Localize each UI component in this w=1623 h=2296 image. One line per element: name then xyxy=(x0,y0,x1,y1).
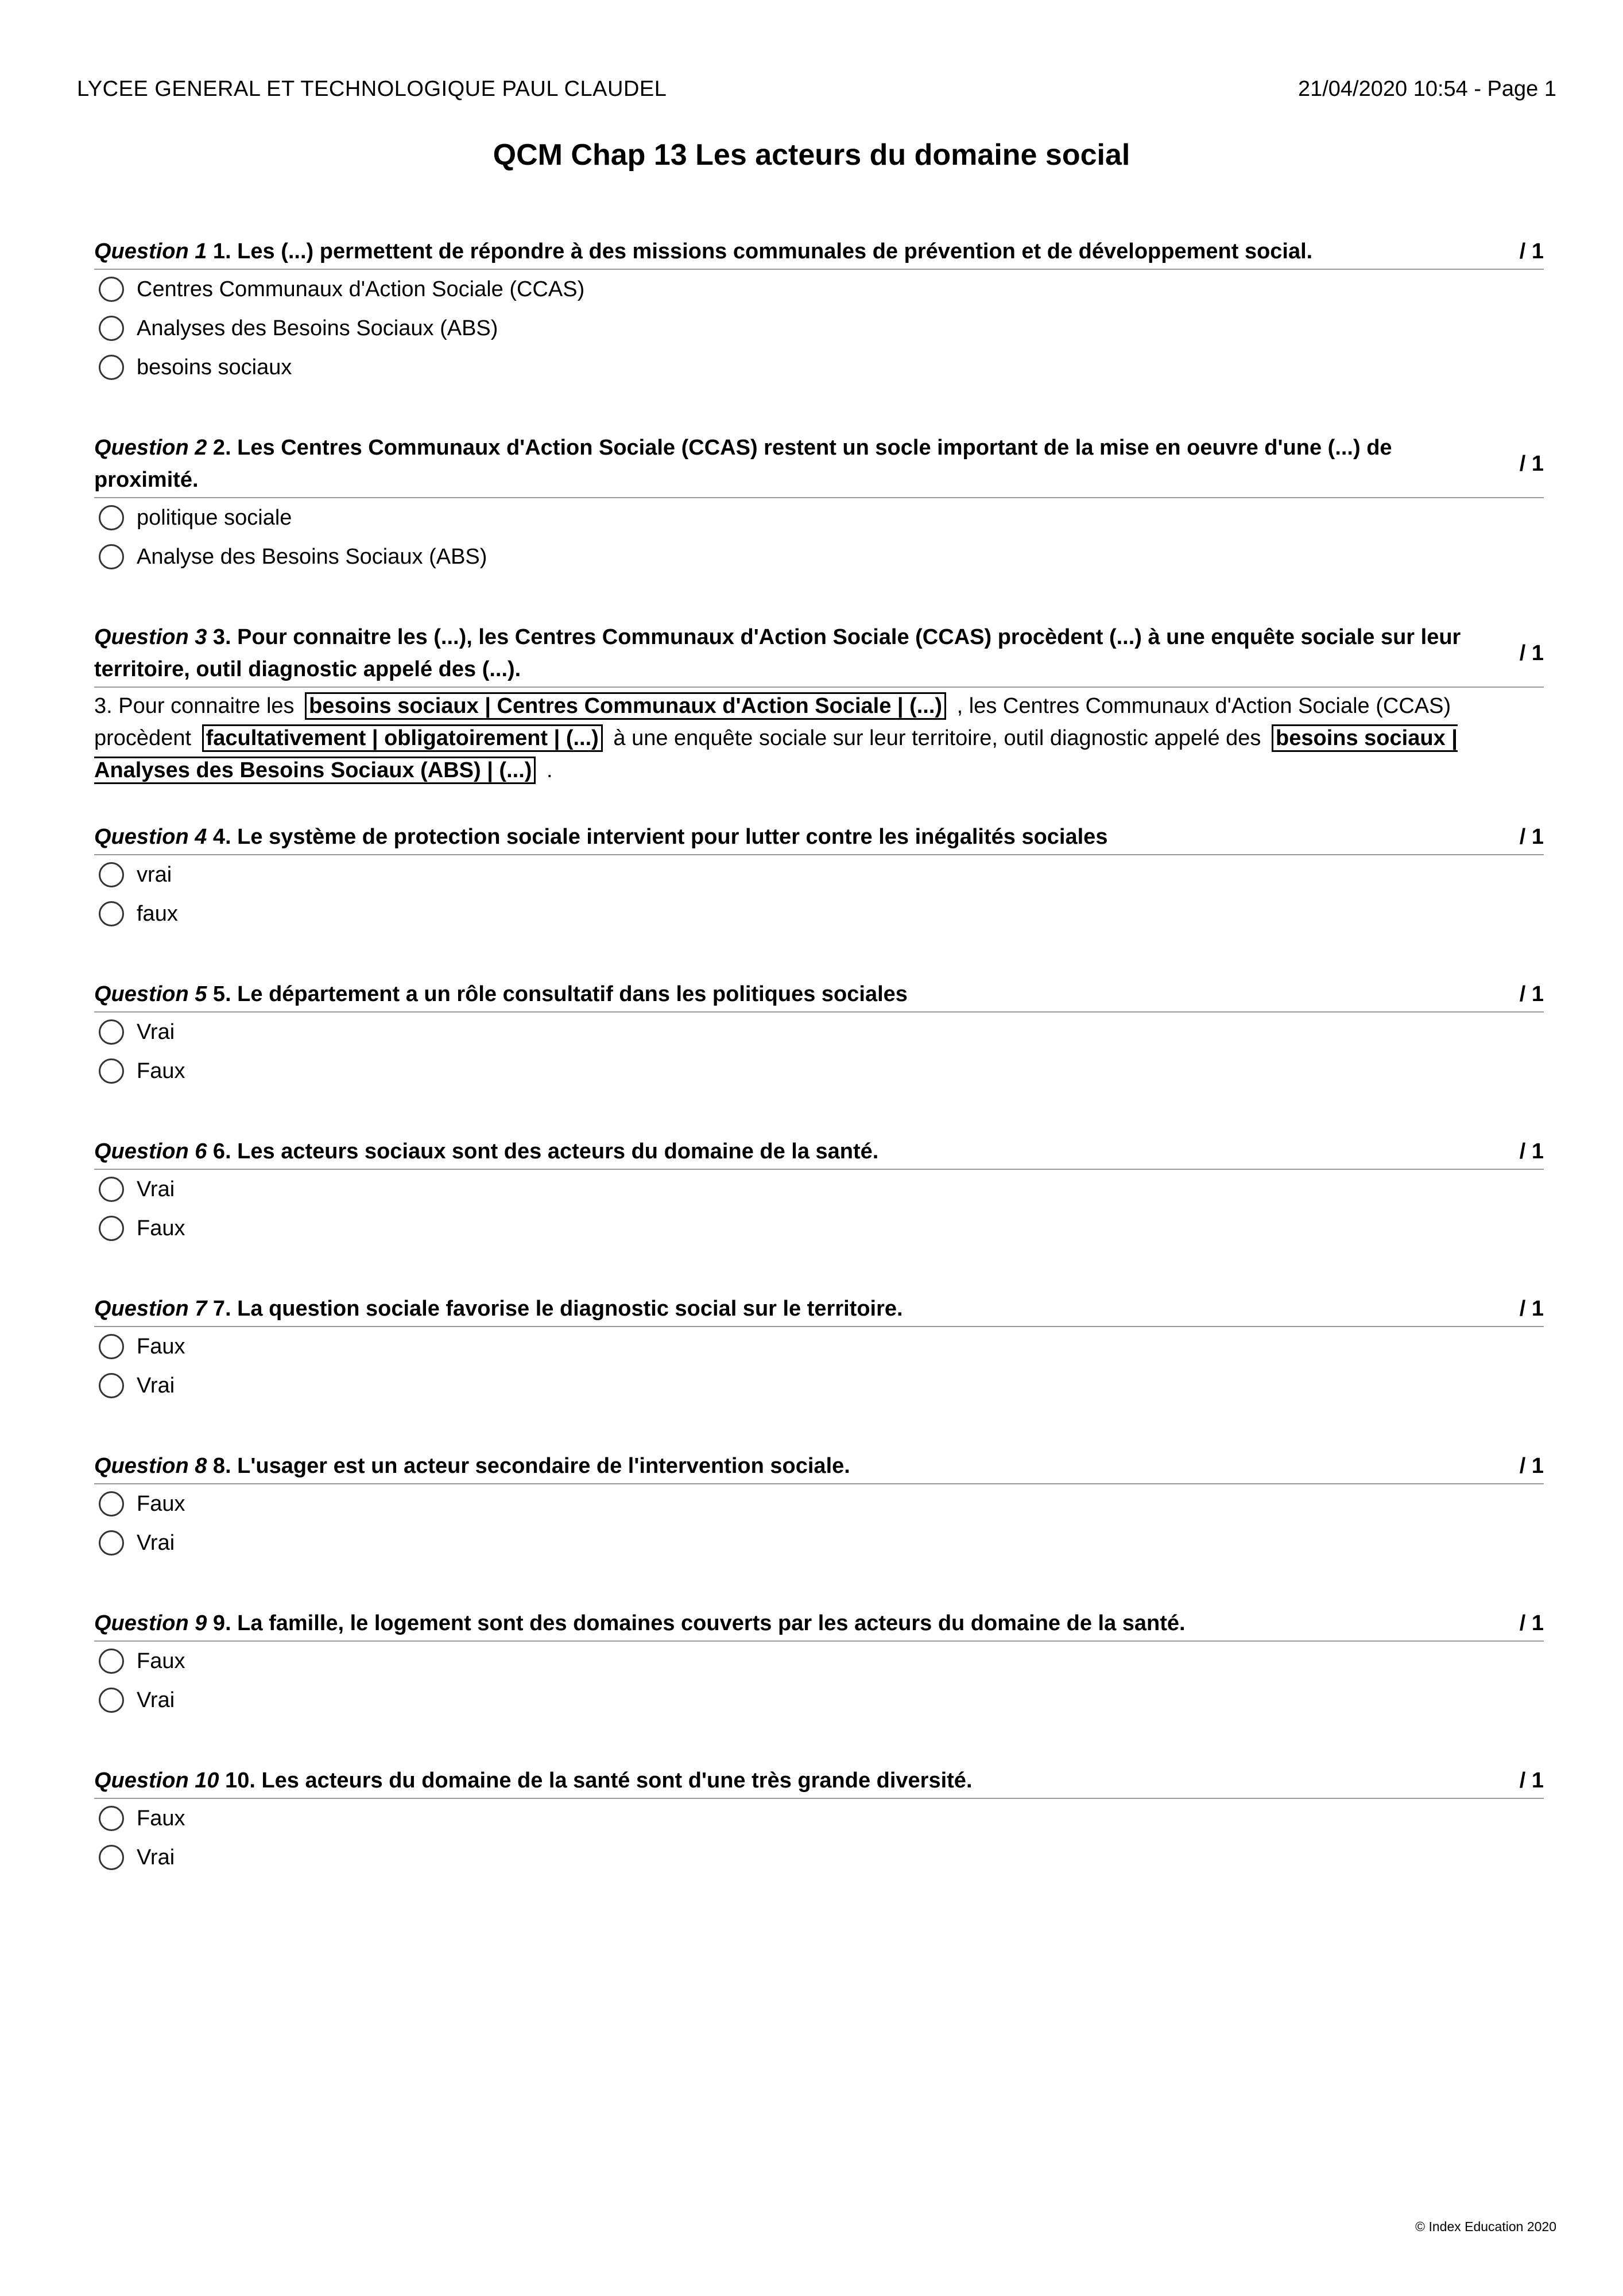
question-statement: 10. Les acteurs du domaine de la santé sont d'une très grande diversité. xyxy=(219,1768,973,1793)
question-number: Question 6 xyxy=(94,1139,207,1163)
radio-button[interactable] xyxy=(99,1806,124,1831)
school-name: LYCEE GENERAL ET TECHNOLOGIQUE PAUL CLAUDEL xyxy=(77,77,667,101)
radio-button[interactable] xyxy=(99,1845,124,1870)
option-label: vrai xyxy=(137,862,172,887)
question-4 xyxy=(94,821,1544,933)
option-label: Analyse des Besoins Sociaux (ABS) xyxy=(137,544,487,569)
question-7 xyxy=(94,1293,1544,1405)
option-label: Vrai xyxy=(137,1373,175,1398)
option-label: Centres Communaux d'Action Sociale (CCAS) xyxy=(137,277,585,301)
question-score: / 1 xyxy=(1519,1453,1544,1478)
answer-option[interactable] xyxy=(99,537,1544,576)
radio-button[interactable] xyxy=(99,505,124,530)
question-number: Question 5 xyxy=(94,982,207,1006)
option-label: Vrai xyxy=(137,1845,175,1870)
question-score: / 1 xyxy=(1519,1139,1544,1163)
option-label: Faux xyxy=(137,1649,185,1673)
question-6 xyxy=(94,1135,1544,1248)
answer-option[interactable] xyxy=(99,1013,1544,1052)
question-header xyxy=(94,1607,1544,1642)
cloze-answer xyxy=(94,688,1544,786)
answer-option[interactable] xyxy=(99,270,1544,309)
answer-option[interactable] xyxy=(99,1799,1544,1838)
question-score: / 1 xyxy=(1519,641,1544,665)
answer-option[interactable] xyxy=(99,1838,1544,1877)
radio-button[interactable] xyxy=(99,355,124,380)
question-score: / 1 xyxy=(1519,1768,1544,1793)
question-8 xyxy=(94,1450,1544,1562)
cloze-blank-dropdown[interactable]: besoins sociaux | Analyses des Besoins Sociaux (ABS) | (...) xyxy=(94,724,1458,784)
answer-option[interactable] xyxy=(99,1681,1544,1720)
question-statement: 7. La question sociale favorise le diagnostic social sur le territoire. xyxy=(207,1297,903,1321)
option-label: Faux xyxy=(137,1216,185,1240)
radio-button[interactable] xyxy=(99,1688,124,1713)
question-statement: 6. Les acteurs sociaux sont des acteurs du domaine de la santé. xyxy=(207,1139,879,1163)
question-statement: 9. La famille, le logement sont des domaines couverts par les acteurs du domaine de la santé. xyxy=(207,1611,1186,1635)
question-10 xyxy=(94,1764,1544,1877)
question-text xyxy=(94,1450,1509,1482)
question-score: / 1 xyxy=(1519,451,1544,476)
question-number: Question 10 xyxy=(94,1768,219,1793)
question-text xyxy=(94,235,1509,267)
question-statement: 8. L'usager est un acteur secondaire de l'intervention sociale. xyxy=(207,1454,850,1478)
option-label: Faux xyxy=(137,1491,185,1516)
radio-button[interactable] xyxy=(99,901,124,926)
answer-option[interactable] xyxy=(99,498,1544,537)
question-2 xyxy=(94,432,1544,576)
answer-option[interactable] xyxy=(99,855,1544,894)
question-3 xyxy=(94,621,1544,786)
radio-button[interactable] xyxy=(99,1177,124,1202)
question-5 xyxy=(94,978,1544,1091)
answer-option[interactable] xyxy=(99,1170,1544,1209)
question-9 xyxy=(94,1607,1544,1720)
answer-option[interactable] xyxy=(99,348,1544,387)
cloze-blank-dropdown[interactable]: besoins sociaux | Centres Communaux d'Action Sociale | (...) xyxy=(305,692,946,720)
question-header xyxy=(94,235,1544,270)
radio-button[interactable] xyxy=(99,1491,124,1517)
question-number: Question 1 xyxy=(94,239,207,263)
radio-button[interactable] xyxy=(99,1530,124,1556)
cloze-text: 3. Pour connaitre les xyxy=(94,694,295,718)
option-label: Vrai xyxy=(137,1530,175,1555)
answer-option[interactable] xyxy=(99,1523,1544,1562)
question-statement: 3. Pour connaitre les (...), les Centres Communaux d'Action Sociale (CCAS) procèdent (...) à une enquête sociale sur leur territoire, outil diagnostic appelé des (...). xyxy=(94,625,1461,681)
cloze-text: à une enquête sociale sur leur territoire, outil diagnostic appelé des xyxy=(613,726,1261,750)
radio-button[interactable] xyxy=(99,277,124,302)
option-label: Faux xyxy=(137,1806,185,1830)
question-number: Question 8 xyxy=(94,1454,207,1478)
question-text xyxy=(94,978,1509,1010)
question-number: Question 4 xyxy=(94,825,207,849)
option-label: Vrai xyxy=(137,1688,175,1712)
radio-button[interactable] xyxy=(99,1649,124,1674)
option-label: politique sociale xyxy=(137,505,292,530)
question-text xyxy=(94,1764,1509,1797)
page-title: QCM Chap 13 Les acteurs du domaine social xyxy=(493,138,1130,172)
question-statement: 2. Les Centres Communaux d'Action Sociale (CCAS) restent un socle important de la mise en oeuvre d'une (...) de proximité. xyxy=(94,436,1392,492)
question-text xyxy=(94,1607,1509,1639)
question-header xyxy=(94,1135,1544,1170)
answer-option[interactable] xyxy=(99,1484,1544,1523)
question-text xyxy=(94,1293,1509,1325)
question-header xyxy=(94,1450,1544,1484)
option-label: Faux xyxy=(137,1058,185,1083)
answer-option[interactable] xyxy=(99,1052,1544,1091)
question-score: / 1 xyxy=(1519,239,1544,263)
question-list xyxy=(94,235,1544,1922)
option-label: Vrai xyxy=(137,1177,175,1201)
answer-option[interactable] xyxy=(99,309,1544,348)
question-number: Question 7 xyxy=(94,1297,207,1321)
radio-button[interactable] xyxy=(99,862,124,887)
question-text xyxy=(94,821,1509,853)
question-header xyxy=(94,1764,1544,1799)
question-statement: 4. Le système de protection sociale intervient pour lutter contre les inégalités sociales xyxy=(207,825,1108,849)
date-page-number: 21/04/2020 10:54 - Page 1 xyxy=(1297,77,1556,101)
question-header xyxy=(94,621,1544,688)
option-label: Vrai xyxy=(137,1019,175,1044)
cloze-text: . xyxy=(546,758,553,782)
copyright-footer: © Index Education 2020 xyxy=(1415,2219,1556,2234)
question-header xyxy=(94,978,1544,1013)
question-text xyxy=(94,432,1509,496)
question-1 xyxy=(94,235,1544,387)
answer-option[interactable] xyxy=(99,894,1544,933)
question-header xyxy=(94,1293,1544,1327)
question-text xyxy=(94,621,1509,685)
radio-button[interactable] xyxy=(99,1373,124,1398)
question-text xyxy=(94,1135,1509,1168)
answer-option[interactable] xyxy=(99,1366,1544,1405)
cloze-blank-dropdown[interactable]: facultativement | obligatoirement | (...) xyxy=(202,724,603,752)
question-score: / 1 xyxy=(1519,1611,1544,1635)
question-header xyxy=(94,821,1544,855)
radio-button[interactable] xyxy=(99,544,124,569)
radio-button[interactable] xyxy=(99,316,124,341)
question-header xyxy=(94,432,1544,498)
option-label: Analyses des Besoins Sociaux (ABS) xyxy=(137,316,498,340)
answer-option[interactable] xyxy=(99,1327,1544,1366)
radio-button[interactable] xyxy=(99,1058,124,1084)
option-label: besoins sociaux xyxy=(137,355,292,379)
answer-option[interactable] xyxy=(99,1209,1544,1248)
question-statement: 1. Les (...) permettent de répondre à des missions communales de prévention et de développement social. xyxy=(207,239,1313,263)
question-statement: 5. Le département a un rôle consultatif dans les politiques sociales xyxy=(207,982,908,1006)
question-number: Question 2 xyxy=(94,436,207,460)
question-number: Question 9 xyxy=(94,1611,207,1635)
cloze-text: , les Centres Communaux d'Action Sociale (CCAS) procèdent xyxy=(94,694,1451,750)
question-score: / 1 xyxy=(1519,824,1544,849)
question-number: Question 3 xyxy=(94,625,207,649)
option-label: faux xyxy=(137,901,178,926)
radio-button[interactable] xyxy=(99,1334,124,1359)
radio-button[interactable] xyxy=(99,1019,124,1045)
question-score: / 1 xyxy=(1519,1296,1544,1321)
question-score: / 1 xyxy=(1519,982,1544,1006)
answer-option[interactable] xyxy=(99,1642,1544,1681)
option-label: Faux xyxy=(137,1334,185,1359)
radio-button[interactable] xyxy=(99,1216,124,1241)
